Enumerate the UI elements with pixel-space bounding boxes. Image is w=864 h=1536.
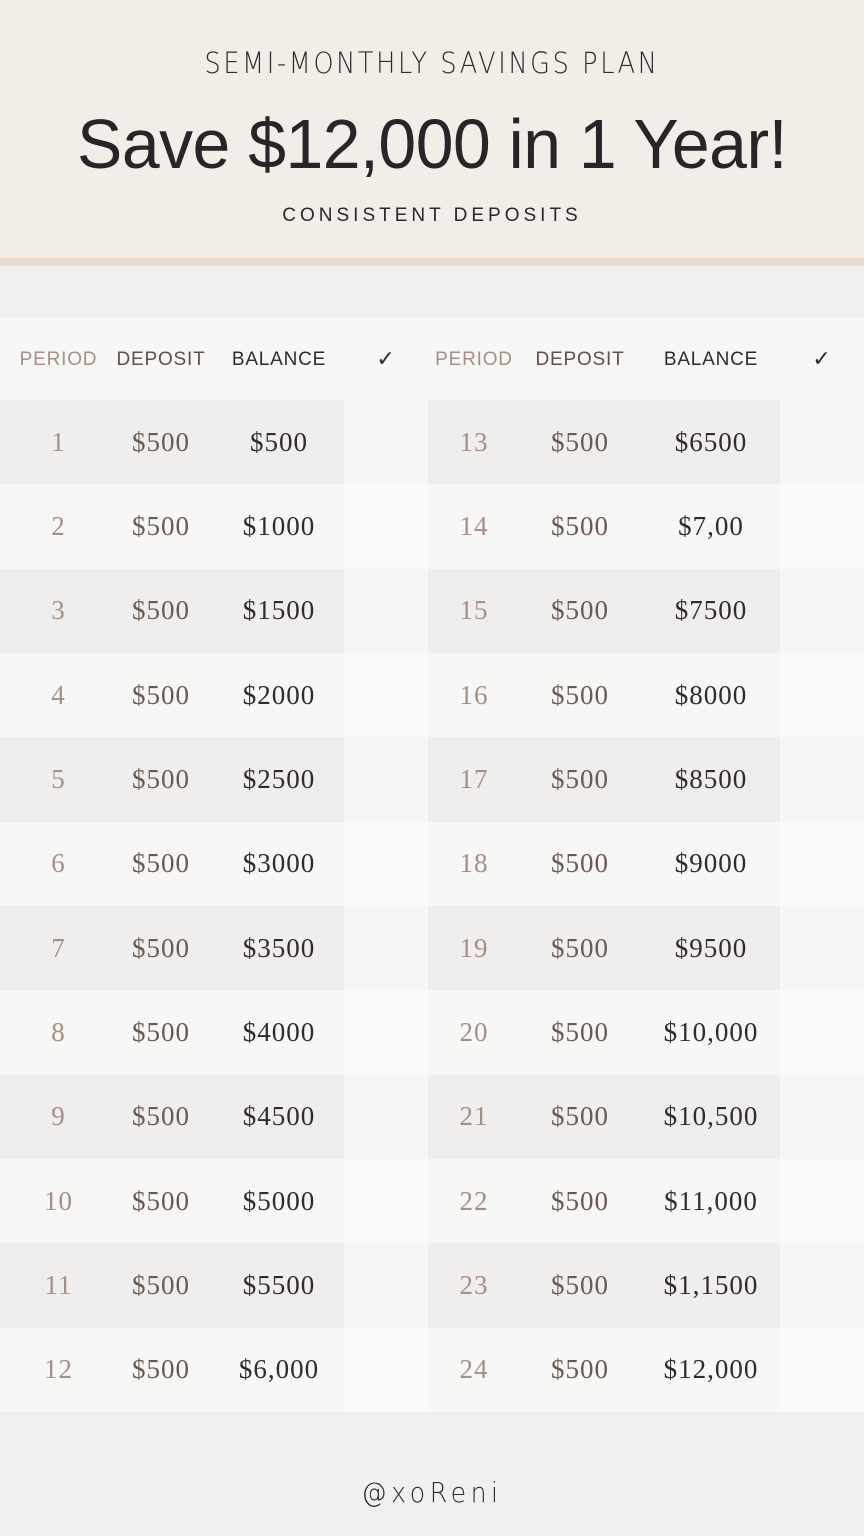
- right-checkbox-cell[interactable]: [780, 1075, 864, 1159]
- left-header-period: PERIOD: [19, 349, 98, 370]
- right-deposit-cell: $500: [551, 1269, 609, 1300]
- table-row: [0, 1075, 864, 1159]
- right-deposit-cell: $500: [551, 1016, 609, 1047]
- table-row: [0, 1243, 864, 1327]
- right-period-cell: 18: [459, 848, 489, 879]
- left-balance-cell: $1500: [242, 595, 316, 626]
- table-row: [0, 569, 864, 653]
- right-balance-cell: $7,00: [678, 510, 744, 541]
- right-checkbox-cell[interactable]: [780, 1159, 864, 1243]
- right-period-cell: 20: [459, 1016, 489, 1047]
- left-period-cell: 8: [51, 1016, 66, 1047]
- right-header-balance: BALANCE: [663, 349, 759, 370]
- table-header-row: [0, 317, 864, 400]
- right-balance-cell: $10,500: [663, 1101, 759, 1132]
- right-checkbox-cell[interactable]: [780, 400, 864, 484]
- left-deposit-cell: $500: [132, 1354, 190, 1385]
- right-checkbox-cell[interactable]: [780, 569, 864, 653]
- right-balance-cell: $12,000: [663, 1354, 759, 1385]
- right-period-cell: 17: [459, 763, 489, 794]
- right-period-cell: 23: [459, 1269, 489, 1300]
- left-deposit-cell: $500: [132, 1185, 190, 1216]
- left-period-cell: 1: [51, 426, 66, 457]
- left-deposit-cell: $500: [132, 932, 190, 963]
- left-deposit-cell: $500: [132, 763, 190, 794]
- left-checkbox-cell[interactable]: [344, 400, 428, 484]
- left-deposit-cell: $500: [132, 1016, 190, 1047]
- left-period-cell: 10: [44, 1185, 73, 1216]
- right-balance-cell: $9000: [674, 848, 748, 879]
- right-period-cell: 19: [459, 932, 489, 963]
- table-row: [0, 653, 864, 737]
- left-checkbox-cell[interactable]: [344, 653, 428, 737]
- table-row: [0, 1328, 864, 1412]
- table-row: [0, 990, 864, 1074]
- right-deposit-cell: $500: [551, 595, 609, 626]
- right-checkbox-cell[interactable]: [780, 653, 864, 737]
- right-deposit-cell: $500: [551, 679, 609, 710]
- table-row: [0, 737, 864, 821]
- left-deposit-cell: $500: [132, 595, 190, 626]
- left-balance-cell: $500: [250, 426, 308, 457]
- right-deposit-cell: $500: [551, 1185, 609, 1216]
- right-deposit-cell: $500: [551, 426, 609, 457]
- right-balance-cell: $1,1500: [663, 1269, 759, 1300]
- left-checkbox-cell[interactable]: [344, 822, 428, 906]
- right-period-cell: 16: [459, 679, 489, 710]
- left-balance-cell: $3500: [242, 932, 316, 963]
- right-balance-cell: $8500: [674, 763, 748, 794]
- left-period-cell: 9: [51, 1101, 66, 1132]
- table-row: [0, 1159, 864, 1243]
- left-header-check-icon: ✓: [376, 347, 396, 372]
- right-balance-cell: $9500: [674, 932, 748, 963]
- left-period-cell: 3: [51, 595, 66, 626]
- right-deposit-cell: $500: [551, 932, 609, 963]
- left-period-cell: 5: [51, 763, 66, 794]
- right-period-cell: 24: [459, 1354, 489, 1385]
- left-balance-cell: $1000: [242, 510, 316, 541]
- savings-table: [0, 317, 864, 1411]
- left-deposit-cell: $500: [132, 426, 190, 457]
- right-period-cell: 14: [459, 510, 489, 541]
- left-deposit-cell: $500: [132, 679, 190, 710]
- left-checkbox-cell[interactable]: [344, 1159, 428, 1243]
- left-deposit-cell: $500: [132, 848, 190, 879]
- left-period-cell: 12: [44, 1354, 73, 1385]
- left-period-cell: 4: [51, 679, 66, 710]
- author-handle: @xoReni: [361, 1476, 503, 1509]
- table-row: [0, 822, 864, 906]
- left-balance-cell: $3000: [242, 848, 316, 879]
- right-deposit-cell: $500: [551, 1354, 609, 1385]
- left-balance-cell: $6,000: [238, 1354, 320, 1385]
- left-period-cell: 7: [51, 932, 66, 963]
- left-balance-cell: $5500: [242, 1269, 316, 1300]
- left-checkbox-cell[interactable]: [344, 1075, 428, 1159]
- left-balance-cell: $2000: [242, 679, 316, 710]
- left-checkbox-cell[interactable]: [344, 569, 428, 653]
- left-header-deposit: DEPOSIT: [116, 349, 206, 370]
- left-checkbox-cell[interactable]: [344, 990, 428, 1074]
- left-period-cell: 2: [51, 510, 66, 541]
- right-deposit-cell: $500: [551, 510, 609, 541]
- spacer-band: [0, 266, 864, 317]
- right-period-cell: 22: [459, 1185, 489, 1216]
- left-checkbox-cell[interactable]: [344, 737, 428, 821]
- left-checkbox-cell[interactable]: [344, 906, 428, 990]
- right-checkbox-cell[interactable]: [780, 737, 864, 821]
- right-header-deposit: DEPOSIT: [535, 349, 625, 370]
- table-row: [0, 400, 864, 484]
- left-deposit-cell: $500: [132, 1269, 190, 1300]
- left-balance-cell: $4500: [242, 1101, 316, 1132]
- left-checkbox-cell[interactable]: [344, 1328, 428, 1412]
- right-deposit-cell: $500: [551, 1101, 609, 1132]
- page-subtitle: CONSISTENT DEPOSITS: [282, 205, 582, 226]
- divider-stripe: [0, 258, 864, 266]
- right-balance-cell: $6500: [674, 426, 748, 457]
- right-deposit-cell: $500: [551, 763, 609, 794]
- right-balance-cell: $11,000: [664, 1185, 758, 1216]
- left-checkbox-cell[interactable]: [344, 484, 428, 568]
- left-period-cell: 6: [51, 848, 66, 879]
- header-banner: [0, 0, 864, 258]
- left-checkbox-cell[interactable]: [344, 1243, 428, 1327]
- plan-kicker: SEMI-MONTHLY SAVINGS PLAN: [204, 46, 660, 80]
- right-header-check-icon: ✓: [812, 347, 832, 372]
- right-checkbox-cell[interactable]: [780, 906, 864, 990]
- left-period-cell: 11: [44, 1269, 73, 1300]
- left-balance-cell: $5000: [242, 1185, 316, 1216]
- right-period-cell: 21: [459, 1101, 489, 1132]
- table-row: [0, 906, 864, 990]
- right-period-cell: 15: [459, 595, 489, 626]
- table-row: [0, 484, 864, 568]
- right-balance-cell: $10,000: [663, 1016, 759, 1047]
- left-balance-cell: $2500: [242, 763, 316, 794]
- right-period-cell: 13: [459, 426, 489, 457]
- right-balance-cell: $7500: [674, 595, 748, 626]
- right-checkbox-cell[interactable]: [780, 484, 864, 568]
- right-checkbox-cell[interactable]: [780, 1328, 864, 1412]
- right-deposit-cell: $500: [551, 848, 609, 879]
- left-balance-cell: $4000: [242, 1016, 316, 1047]
- left-deposit-cell: $500: [132, 1101, 190, 1132]
- left-header-balance: BALANCE: [231, 349, 327, 370]
- right-checkbox-cell[interactable]: [780, 990, 864, 1074]
- page-title: Save $12,000 in 1 Year!: [77, 105, 787, 183]
- right-checkbox-cell[interactable]: [780, 822, 864, 906]
- right-balance-cell: $8000: [674, 679, 748, 710]
- left-deposit-cell: $500: [132, 510, 190, 541]
- right-header-period: PERIOD: [435, 349, 513, 370]
- right-checkbox-cell[interactable]: [780, 1243, 864, 1327]
